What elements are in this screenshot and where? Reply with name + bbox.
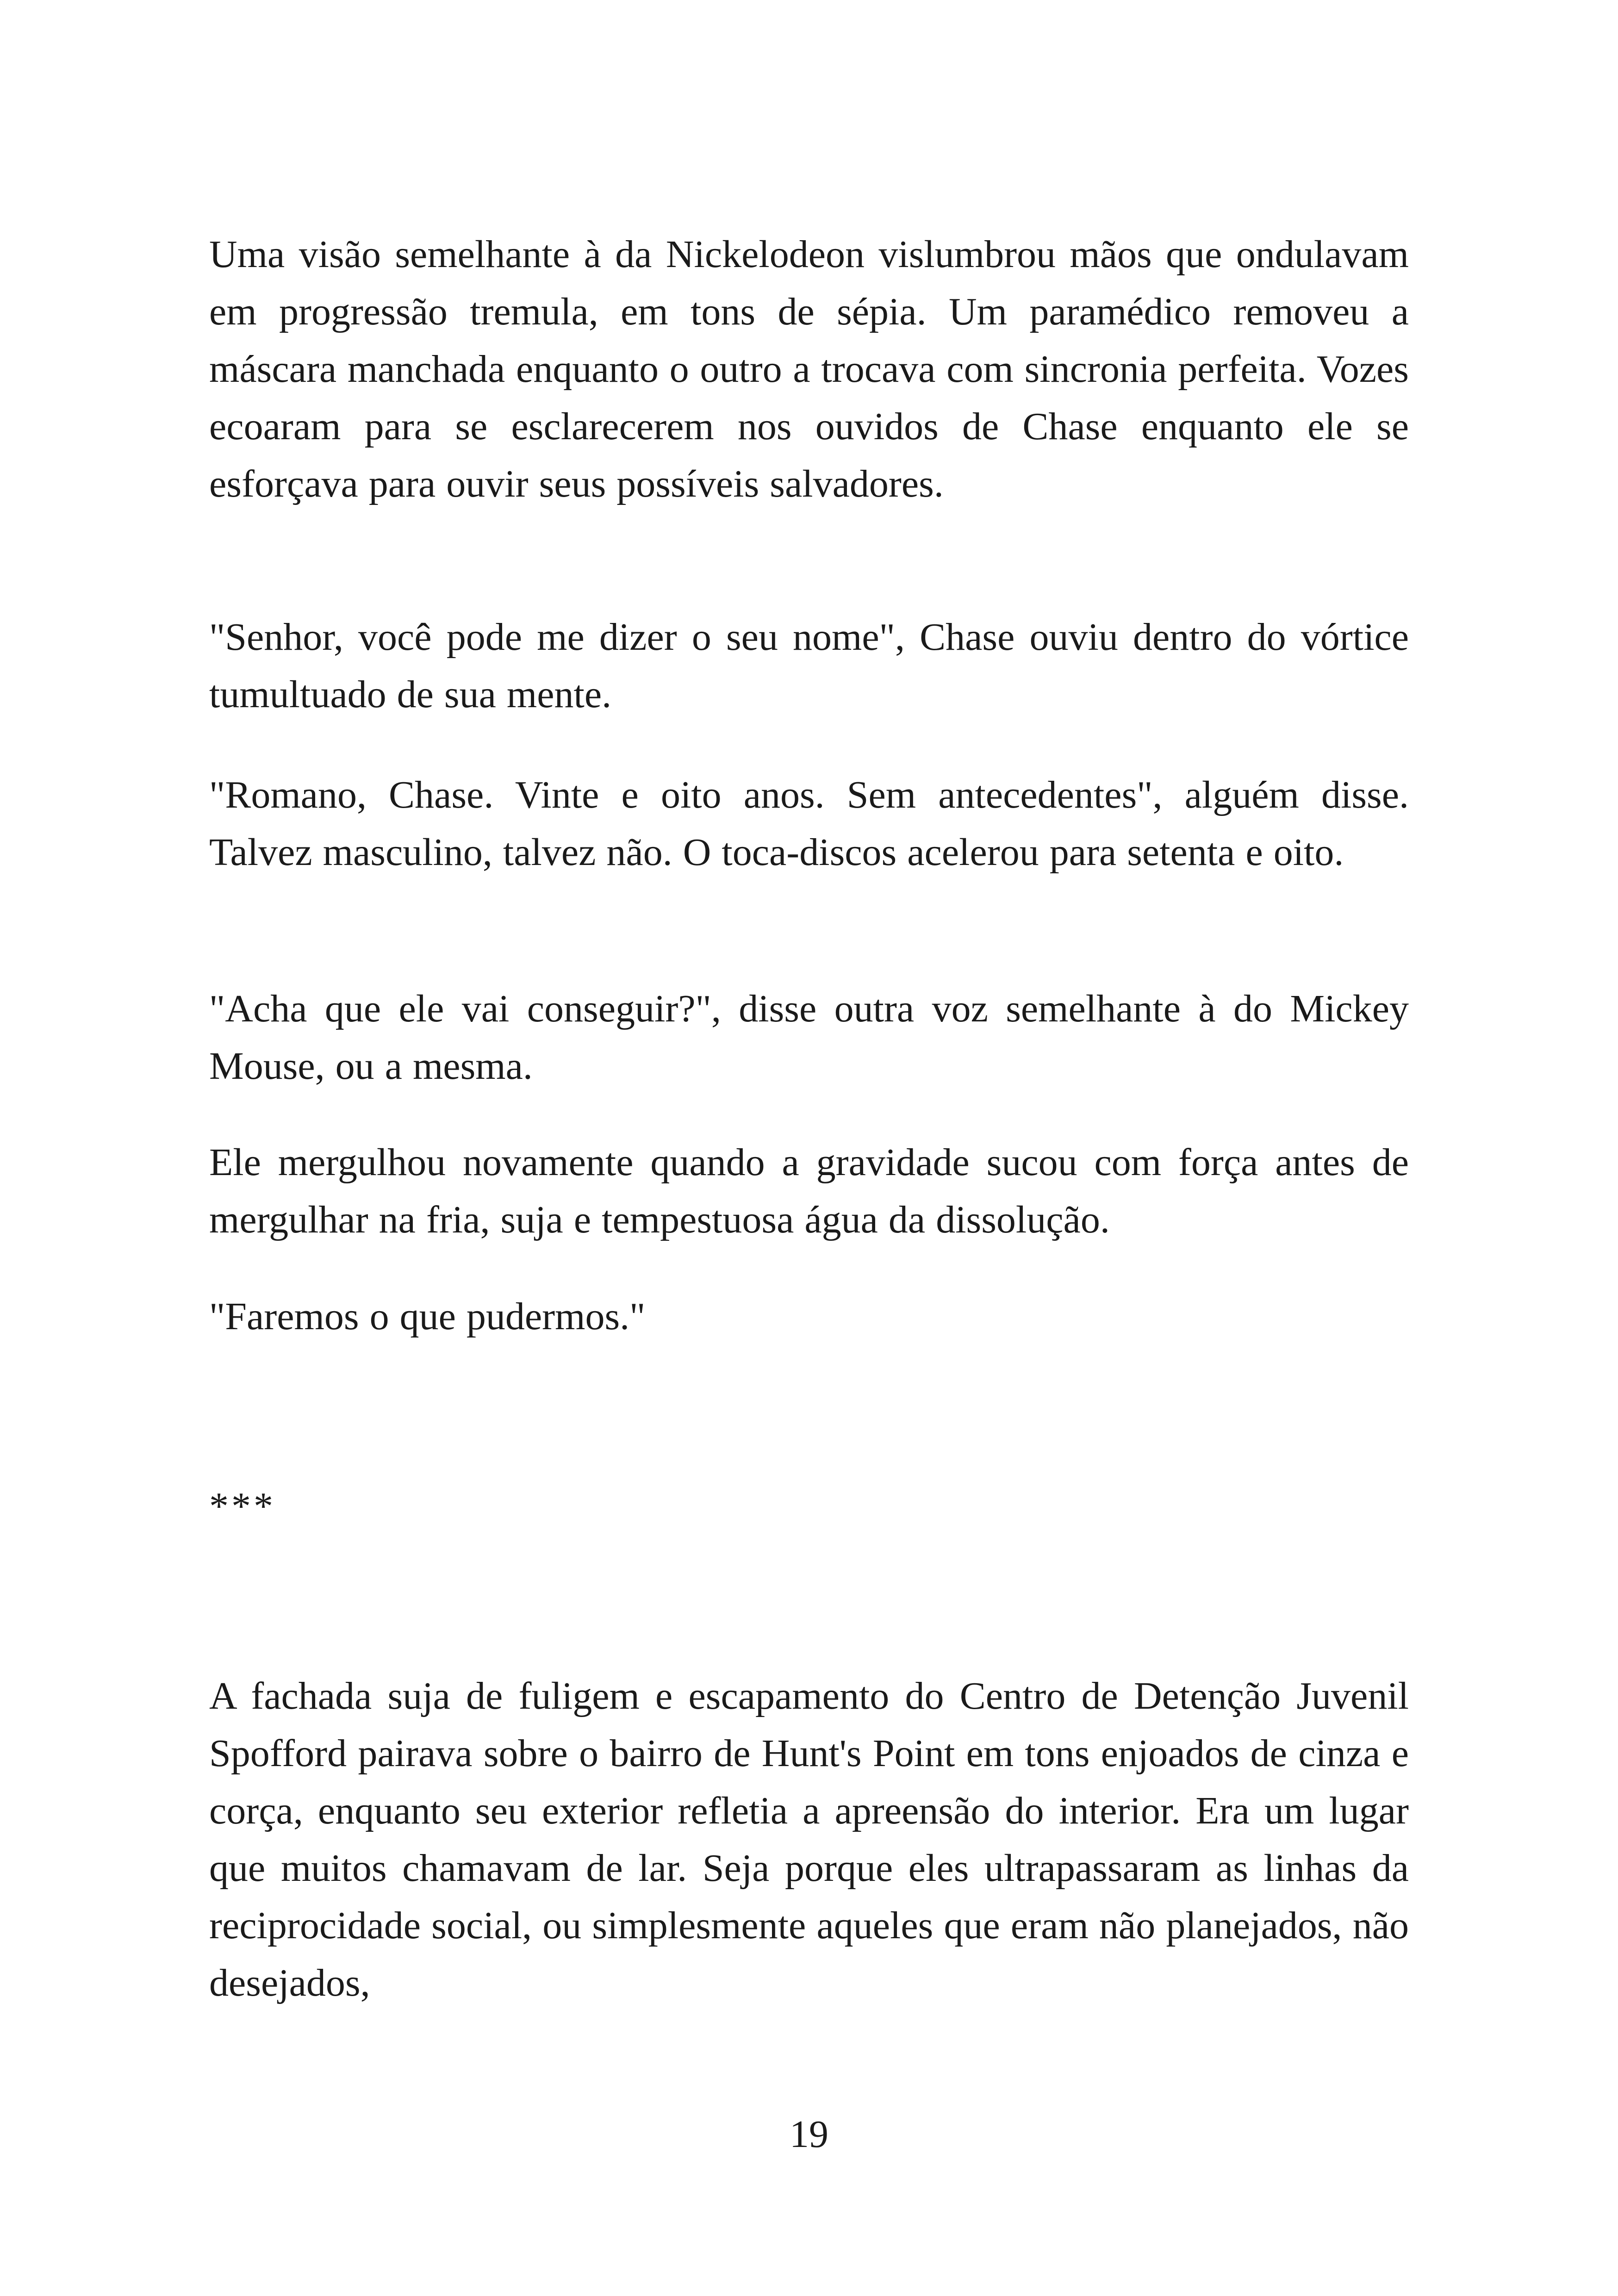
body-paragraph: "Senhor, você pode me dizer o seu nome", Chase ouviu dentro do vórtice tumultuado de sua mente.: [209, 616, 1409, 716]
body-paragraph: A fachada suja de fuligem e escapamento do Centro de Detenção Juvenil Spofford pairava sobre o bairro de Hunt's Point em tons enjoados de cinza e corça, enquanto seu exterior refletia a apreensão do interior. Era um lugar que muitos chamavam de lar. Seja porque eles ultrapassaram as linhas da reciprocidade social, ou simplesmente aqueles que eram não planejados, não desejados,: [209, 1674, 1409, 2004]
body-paragraph: Ele mergulhou novamente quando a gravidade sucou com força antes de mergulhar na fria, suja e tempestuosa água da dissolução.: [209, 1141, 1409, 1241]
page-number: 19: [790, 2113, 828, 2156]
body-paragraph: "Faremos o que pudermos.": [209, 1295, 646, 1338]
body-paragraph: Uma visão semelhante à da Nickelodeon vislumbrou mãos que ondulavam em progressão tremula, em tons de sépia. Um paramédico removeu a máscara manchada enquanto o outro a trocava com sincronia perfeita. Vozes ecoaram para se esclarecerem nos ouvidos de Chase enquanto ele se esforçava para ouvir seus possíveis salvadores.: [209, 233, 1409, 505]
scene-break-separator: ***: [209, 1485, 276, 1528]
body-paragraph: "Acha que ele vai conseguir?", disse outra voz semelhante à do Mickey Mouse, ou a mesma.: [209, 987, 1409, 1088]
body-paragraph: "Romano, Chase. Vinte e oito anos. Sem antecedentes", alguém disse. Talvez masculino, talvez não. O toca-discos acelerou para setenta e oito.: [209, 773, 1409, 874]
